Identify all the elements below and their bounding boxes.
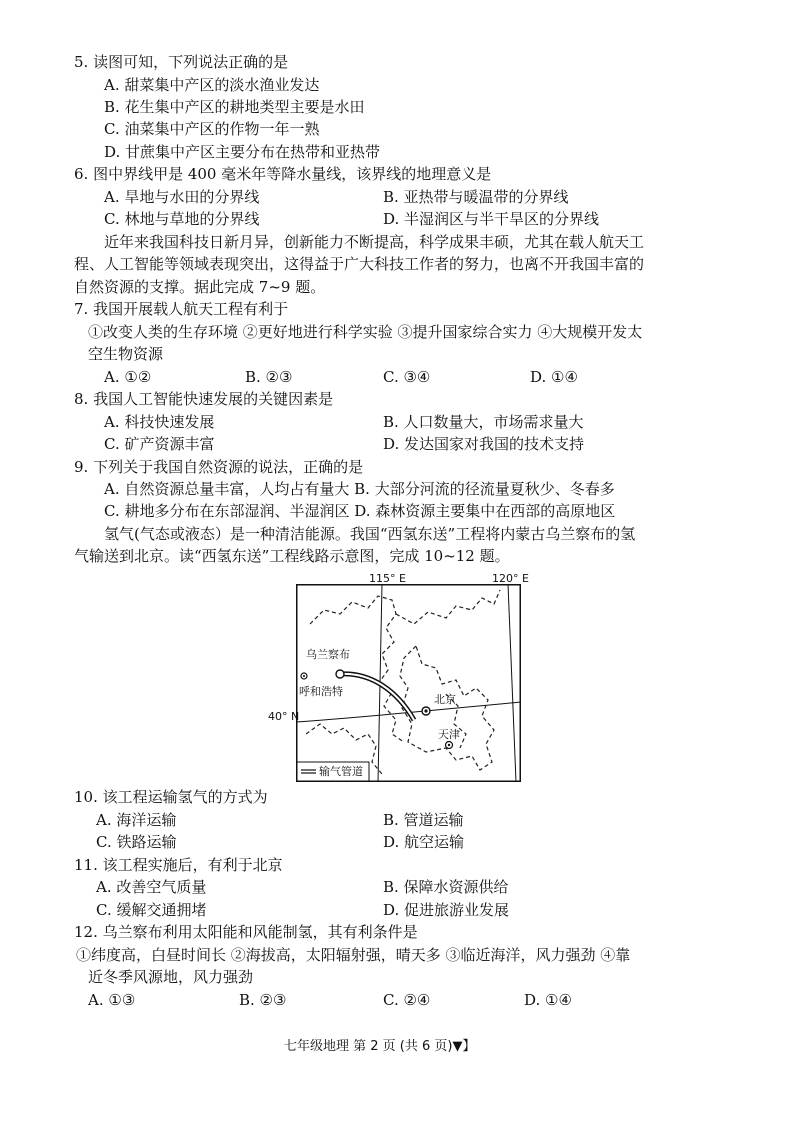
- q10-option-b: B. 管道运输: [383, 811, 464, 829]
- q5-option-c: C. 油菜集中产区的作物一年一熟: [104, 120, 320, 138]
- legend-pipeline-label: 输气管道: [319, 765, 363, 778]
- q10-option-c: C. 铁路运输: [96, 833, 177, 851]
- q11-option-b: B. 保障水资源供给: [383, 878, 509, 896]
- q6-option-b: B. 亚热带与暖温带的分界线: [383, 188, 569, 206]
- q12-option-d: D. ①④: [524, 991, 572, 1009]
- passage1-line2: 程、人工智能等领域表现突出，这得益于广大科技工作者的努力，也离不开我国丰富的: [74, 255, 645, 273]
- q7-options-line1: ①改变人类的生存环境 ②更好地进行科学实验 ③提升国家综合实力 ④大规模开发太: [88, 323, 643, 341]
- q6-option-c: C. 林地与草地的分界线: [104, 210, 260, 228]
- q12-option-a: A. ①③: [88, 991, 136, 1009]
- q10-stem: 10. 该工程运输氢气的方式为: [74, 788, 268, 806]
- q12-option-b: B. ②③: [239, 991, 287, 1009]
- q8-option-b: B. 人口数量大，市场需求量大: [383, 413, 584, 431]
- map-label-tianjin: 天津: [438, 728, 460, 741]
- ulanqab-marker: [336, 670, 344, 678]
- passage2-line2: 气输送到北京。读“西氢东送”工程线路示意图，完成 10~12 题。: [74, 547, 510, 565]
- passage1-line1: 近年来我国科技日新月异，创新能力不断提高，科学成果丰硕，尤其在载人航天工: [104, 233, 645, 251]
- q6-option-d: D. 半湿润区与半干旱区的分界线: [383, 210, 600, 228]
- map-label-hohhot: 呼和浩特: [299, 685, 343, 698]
- q6-stem: 6. 图中界线甲是 400 毫米年等降水量线，该界线的地理意义是: [74, 165, 492, 183]
- tianjin-marker-dot: [448, 744, 450, 746]
- passage1-line3: 自然资源的支撑。据此完成 7~9 题。: [74, 278, 326, 296]
- q9-options-ab: A. 自然资源总量丰富，人均占有量大 B. 大部分河流的径流量夏秋少、冬春多: [104, 480, 615, 498]
- q7-option-a: A. ①②: [104, 368, 152, 386]
- q5-option-d: D. 甘蔗集中产区主要分布在热带和亚热带: [104, 143, 381, 161]
- map-label-ulanqab: 乌兰察布: [306, 648, 350, 661]
- boundary-north: [396, 590, 500, 624]
- q8-stem: 8. 我国人工智能快速发展的关键因素是: [74, 390, 334, 408]
- map-lat-40-label: 40° N: [268, 710, 300, 723]
- q11-option-a: A. 改善空气质量: [96, 878, 207, 896]
- pipeline-map: [296, 584, 521, 782]
- q7-stem: 7. 我国开展载人航天工程有利于: [74, 300, 289, 318]
- q9-stem: 9. 下列关于我国自然资源的说法，正确的是: [74, 458, 364, 476]
- q11-option-d: D. 促进旅游业发展: [383, 901, 510, 919]
- pipeline-map-svg: [296, 584, 521, 782]
- q11-option-c: C. 缓解交通拥堵: [96, 901, 207, 919]
- map-frame: [297, 585, 521, 782]
- q10-option-d: D. 航空运输: [383, 833, 465, 851]
- q7-option-d: D. ①④: [530, 368, 578, 386]
- q7-option-b: B. ②③: [245, 368, 293, 386]
- q10-option-a: A. 海洋运输: [96, 811, 177, 829]
- q12-options-line2: 近冬季风源地，风力强劲: [88, 968, 254, 986]
- q6-option-a: A. 旱地与水田的分界线: [104, 188, 260, 206]
- meridian-120: [508, 584, 516, 782]
- q12-option-c: C. ②④: [383, 991, 431, 1009]
- q12-options-line1: ①纬度高，白昼时间长 ②海拔高，太阳辐射强，晴天多 ③临近海洋，风力强劲 ④靠: [76, 946, 631, 964]
- q8-option-d: D. 发达国家对我国的技术支持: [383, 435, 585, 453]
- page-footer: 七年级地理 第 2 页 (共 6 页)▼】: [284, 1039, 476, 1054]
- map-lon-115-label: 115° E: [369, 572, 406, 585]
- q8-option-c: C. 矿产资源丰富: [104, 435, 215, 453]
- q8-option-a: A. 科技快速发展: [104, 413, 215, 431]
- map-label-beijing: 北京: [434, 693, 456, 706]
- q5-option-a: A. 甜菜集中产区的淡水渔业发达: [104, 76, 320, 94]
- q7-options-line2: 空生物资源: [88, 345, 164, 363]
- q12-stem: 12. 乌兰察布利用太阳能和风能制氢，其有利条件是: [74, 923, 418, 941]
- q11-stem: 11. 该工程实施后，有利于北京: [74, 856, 283, 874]
- q5-option-b: B. 花生集中产区的耕地类型主要是水田: [104, 98, 365, 116]
- q5-stem: 5. 读图可知，下列说法正确的是: [74, 53, 289, 71]
- passage2-line1: 氢气(气态或液态）是一种清洁能源。我国“西氢东送”工程将内蒙古乌兰察布的氢: [104, 525, 636, 543]
- q7-option-c: C. ③④: [383, 368, 431, 386]
- hohhot-marker-dot: [303, 675, 305, 677]
- q9-options-cd: C. 耕地多分布在东部湿润、半湿润区 D. 森林资源主要集中在西部的高原地区: [104, 502, 616, 520]
- boundary-beijing-hebei: [400, 646, 494, 770]
- map-lon-120-label: 120° E: [492, 572, 529, 585]
- beijing-marker-dot: [424, 709, 427, 712]
